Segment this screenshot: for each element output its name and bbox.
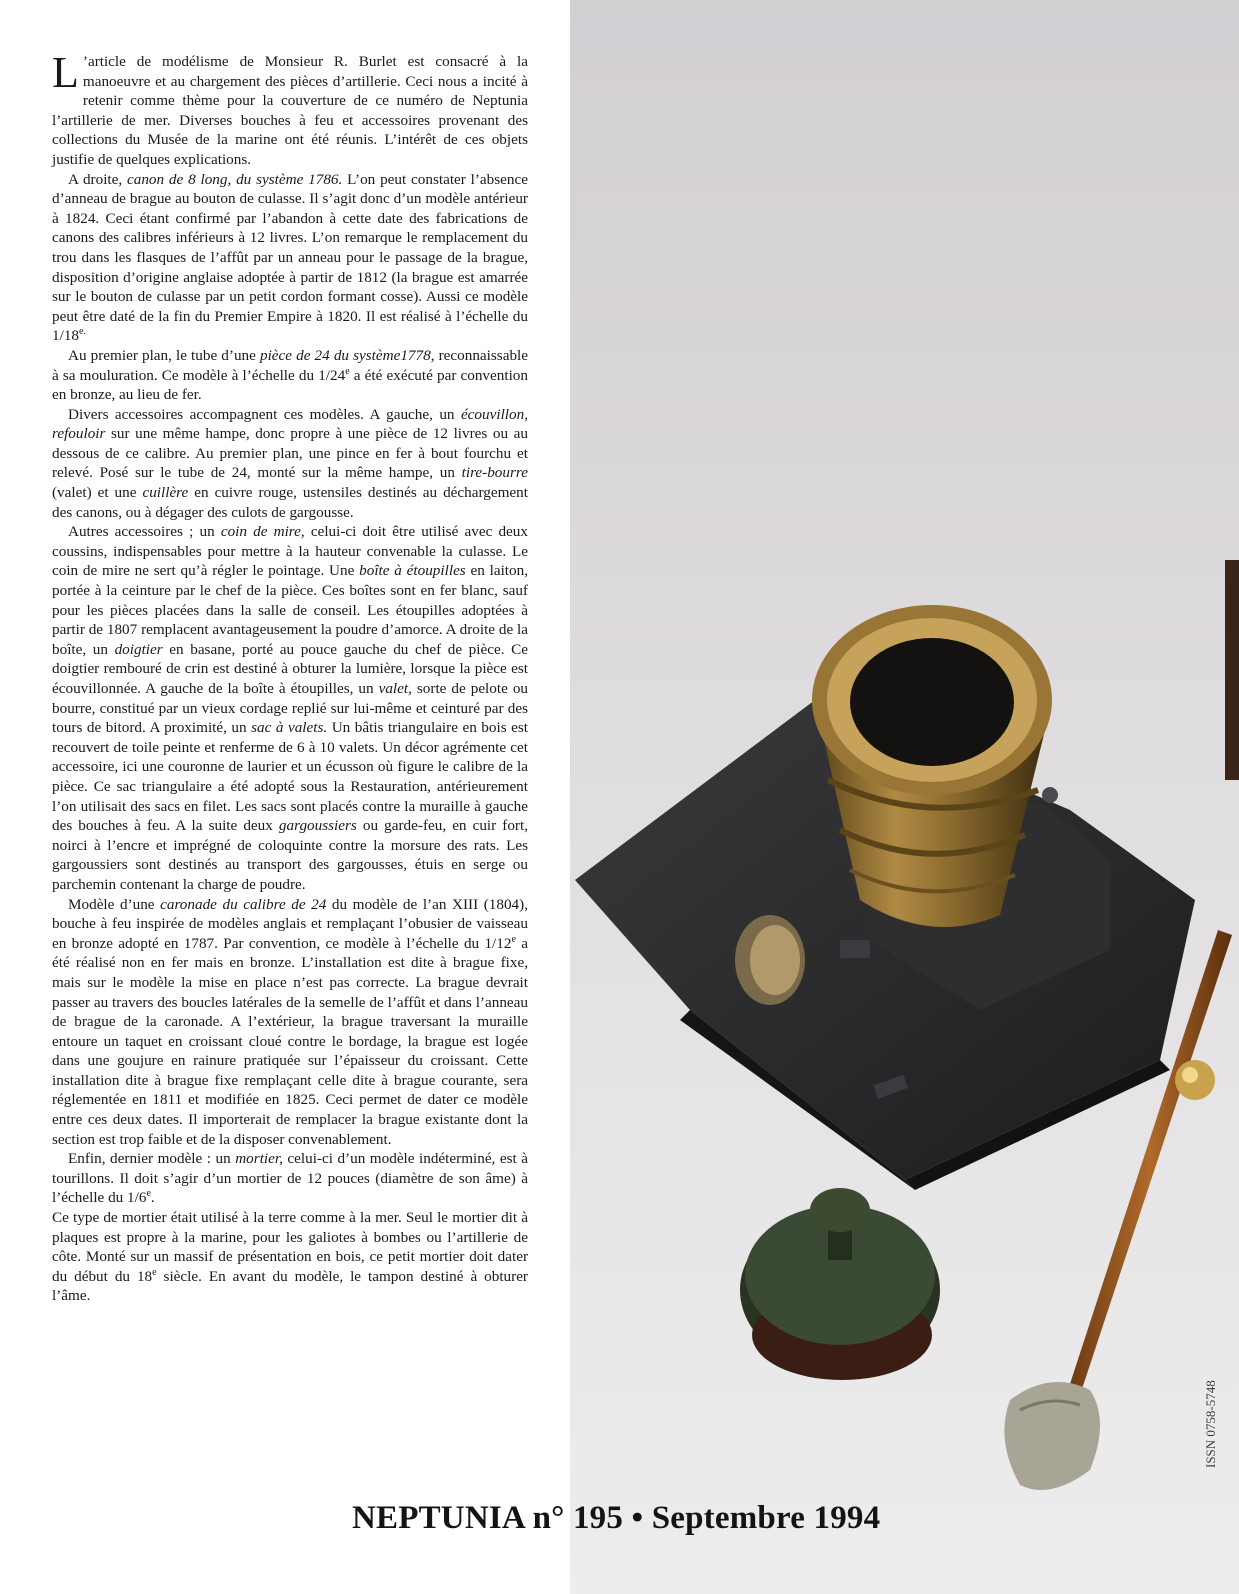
issn-number: ISSN 0758-5748 — [1203, 1380, 1218, 1468]
paragraph-intro: L ’article de modélisme de Monsieur R. Burlet est consacré à la manoeuvre et au chargement des pièces d’artillerie. Ceci nous a incité à retenir comme thème pour la couverture de ce numéro de Neptunia l’artillerie de mer. Diverses bouches à feu et accessoires provenant des collections du Musée de la marine ont été réunis. L’intérêt de ces objets justifie de quelques explications. — [52, 48, 528, 168]
tampon-plug — [740, 1188, 940, 1380]
right-edge-object — [1225, 560, 1239, 780]
magazine-footer-title: NEPTUNIA n° 195 • Septembre 1994 — [352, 1500, 881, 1536]
cover-photo — [570, 0, 1239, 1594]
paragraph-mortier-usage: Ce type de mortier était utilisé à la terre comme à la mer. Seul le mortier dit à plaques est propre à la marine, pour les galiotes à bombes ou l’artillerie de côte. Monté sur un massif de présentation en bois, ce petit mortier doit dater du début du 18e siècle. En avant du modèle, le tampon destiné à obturer l’âme. — [52, 1209, 528, 1305]
mortar-photo-illustration — [570, 0, 1239, 1594]
paragraph-accessories: Divers accessoires accompagnent ces modèles. A gauche, un écouvillon, refouloir sur une même hampe, donc propre à une pièce de 12 livres ou au dessous de ce calibre. Au premier plan, une pince en fer à bout fourchu et relevé. Posé sur le tube de 24, monté sur la même hampe, un tire-bourre (valet) et une cuillère en cuivre rouge, ustensiles destinés au déchargement des canons, ou à dégager des culots de gargousse. — [52, 405, 528, 521]
paragraph-other-accessories: Autres accessoires ; un coin de mire, celui-ci doit être utilisé avec deux coussins, indispensables pour mettre à la hauteur convenable la culasse. Le coin de mire ne sert qu’à régler le pointage. Une boîte à étoupilles en laiton, portée à la ceinture par le chef de la pièce. Ces boîtes sont en fer blanc, sauf pour les pièces placées dans la salle de conseil. Les étoupilles adoptées à partir de 1807 remplacent avantageusement la poudre d’amorce. A droite de la boîte, un doigtier en basane, porté au pouce gauche du chef de pièce. Ce doigtier rembouré de crin est destiné à obturer la lumière, lorsque la pièce est écouvillonnée. A gauche de la boîte à étoupilles, un valet, sorte de pelote ou bourre, constitué par un vieux cordage replié sur lui-même et ceinturé par des tours de bitord. A proximité, un sac à valets. Un bâtis triangulaire en bois est recouvert de toile peinte et renferme de 6 à 10 valets. Un décor agrémente cet accessoire, ici une couronne de laurier et un écusson où figure le calibre de la pièce. Ce sac triangulaire a été adopté sous la Restauration, antérieurement l’on utilisait des sacs en filet. Les sacs sont placés contre la muraille à gauche des bouches à feu. A la suite deux gargoussiers ou garde-feu, en cuir fort, noirci à l’encre et imprégné de coloquinte contre la morsure des rats. Les gargoussiers sont destinés au transport des gargousses, étuis en serge ou parchemin contenant la charge de poudre. — [52, 523, 529, 893]
drop-cap: L — [52, 48, 79, 97]
paragraph-piece-24: Au premier plan, le tube d’une pièce de 24 du système1778, reconnaissable à sa mouluration. Ce modèle à l’échelle du 1/24e a été exécuté par convention en bronze, au lieu de fer. — [52, 346, 529, 404]
paragraph-caronade: Modèle d’une caronade du calibre de 24 du modèle de l’an XIII (1804), bouche à feu inspirée de modèles anglais et remplaçant l’obusier de vaisseau en bronze adopté en 1787. Par convention, ce modèle à l’échelle du 1/12e a été réalisé non en fer mais en bronze. L’installation est dite à brague fixe, mais sur le modèle la mise en place n’est pas correcte. La brague devrait passer au travers des boucles latérales de la semelle de l’affût et dans l’anneau de brague de la caronade. A l’extérieur, la brague traversant la muraille entoure un taquet en croissant cloué contre le bordage, la brague est logée dans une goujure en rainure pratiquée sur l’épaisseur du croissant. Cette installation dite à brague fixe remplaçant celle dite à brague courante, sera réglementée en 1811 et modifiée en 1825. Ceci permet de dater ce modèle entre ces deux dates. Il importerait de remplacer la brague existante dont la section est trop faible et de la disposer convenablement. — [52, 895, 528, 1148]
paragraph-canon-8: A droite, canon de 8 long, du système 1786. L’on peut constater l’absence d’anneau de brague au bouton de culasse. Il s’agit donc d’un modèle antérieur à 1824. Ceci étant confirmé par l’abandon à cette date des fabrications de canons des calibres inférieurs à 12 livres. L’on remarque le remplacement du trou dans les flasques de l’affût par un anneau pour le passage de la brague, disposition d’origine anglaise adoptée à partir de 1812 (la brague est amarrée sur le bouton de culasse par un petit cordon formant cosse). Aussi ce modèle peut être daté de la fin du Premier Empire à 1820. Il est réalisé à l’échelle du $1/18^{e.}$ — [52, 170, 528, 345]
paragraph-mortier: Enfin, dernier modèle : un mortier, celui-ci d’un modèle indéterminé, est à tourillons. Il doit s’agir d’un mortier de 12 pouces (diamètre de son âme) à l’échelle du 1/6e. — [52, 1150, 528, 1207]
article-body — [52, 48, 529, 1306]
